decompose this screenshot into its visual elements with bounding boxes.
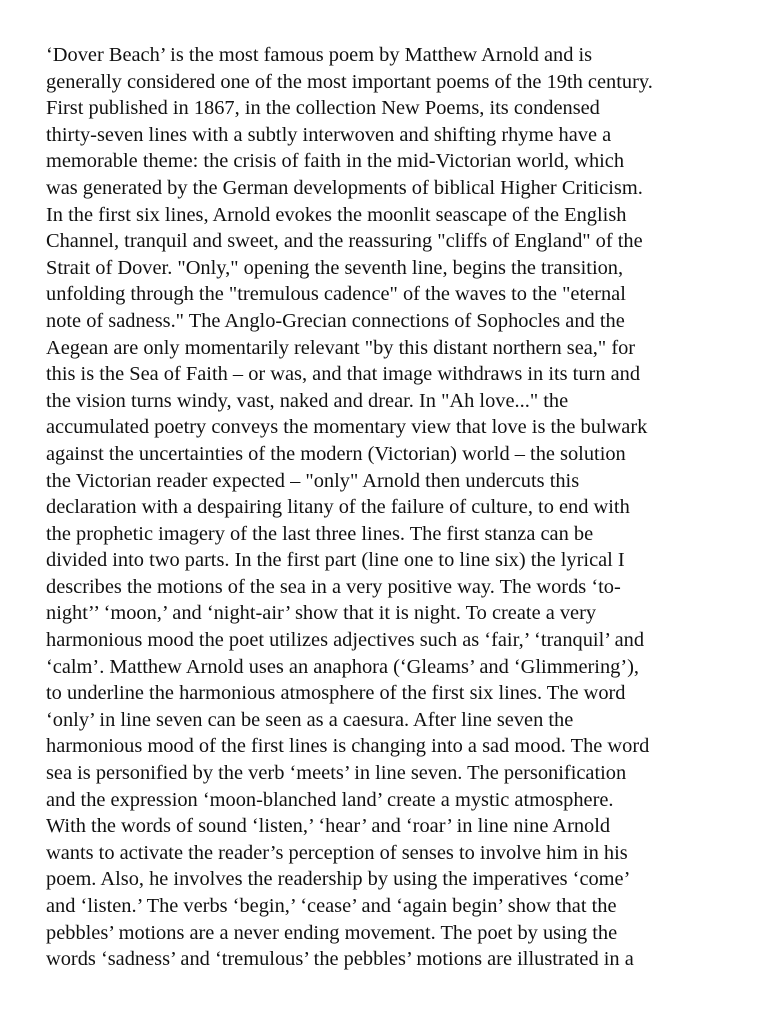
- text-line: describes the motions of the sea in a very positive way. The words ‘to-: [46, 575, 621, 598]
- text-line: night’’ ‘moon,’ and ‘night-air’ show that it is night. To create a very: [46, 602, 597, 625]
- text-line: the prophetic imagery of the last three lines. The first stanza can be: [46, 522, 594, 545]
- text-line: words ‘sadness’ and ‘tremulous’ the pebbles’ motions are illustrated in a: [46, 948, 634, 971]
- text-line: memorable theme: the crisis of faith in the mid-Victorian world, which: [46, 150, 625, 173]
- text-line: accumulated poetry conveys the momentary view that love is the bulwark: [46, 416, 648, 439]
- text-line: poem. Also, he involves the readership by using the imperatives ‘come’: [46, 868, 631, 891]
- text-line: wants to activate the reader’s perception of senses to involve him in his: [46, 841, 628, 864]
- text-line: and the expression ‘moon-blanched land’ create a mystic atmosphere.: [46, 788, 614, 811]
- text-line: With the words of sound ‘listen,’ ‘hear’ and ‘roar’ in line nine Arnold: [46, 815, 611, 838]
- text-line: divided into two parts. In the first part (line one to line six) the lyrical I: [46, 549, 625, 572]
- text-line: harmonious mood of the first lines is changing into a sad mood. The word: [46, 735, 650, 758]
- text-line: pebbles’ motions are a never ending movement. The poet by using the: [46, 921, 618, 944]
- text-line: Channel, tranquil and sweet, and the reassuring "cliffs of England" of the: [46, 230, 643, 253]
- text-line: the vision turns windy, vast, naked and drear. In "Ah love..." the: [46, 389, 569, 412]
- text-line: ‘only’ in line seven can be seen as a caesura. After line seven the: [46, 708, 574, 731]
- text-line: to underline the harmonious atmosphere of the first six lines. The word: [46, 682, 626, 705]
- text-line: unfolding through the "tremulous cadence" of the waves to the "eternal: [46, 283, 626, 306]
- text-line: note of sadness." The Anglo-Grecian connections of Sophocles and the: [46, 309, 625, 332]
- text-line: thirty-seven lines with a subtly interwoven and shifting rhyme have a: [46, 123, 612, 146]
- text-line: First published in 1867, in the collection New Poems, its condensed: [46, 97, 600, 120]
- text-line: and ‘listen.’ The verbs ‘begin,’ ‘cease’ and ‘again begin’ show that the: [46, 895, 617, 917]
- text-line: Strait of Dover. "Only," opening the seventh line, begins the transition,: [46, 256, 624, 279]
- text-line: In the first six lines, Arnold evokes the moonlit seascape of the English: [46, 203, 627, 226]
- text-line: ‘calm’. Matthew Arnold uses an anaphora (‘Gleams’ and ‘Glimmering’),: [46, 655, 640, 678]
- text-line: Aegean are only momentarily relevant "by this distant northern sea," for: [46, 336, 636, 359]
- text-line: generally considered one of the most important poems of the 19th century.: [46, 70, 653, 93]
- text-line: harmonious mood the poet utilizes adjectives such as ‘fair,’ ‘tranquil’ and: [46, 629, 645, 652]
- text-line: ‘Dover Beach’ is the most famous poem by Matthew Arnold and is: [46, 44, 593, 66]
- text-line: against the uncertainties of the modern (Victorian) world – the solution: [46, 442, 626, 465]
- text-line: the Victorian reader expected – "only" Arnold then undercuts this: [46, 469, 580, 492]
- text-line: was generated by the German developments of biblical Higher Criticism.: [46, 176, 643, 199]
- essay-text: [46, 42, 736, 973]
- text-line: declaration with a despairing litany of the failure of culture, to end with: [46, 496, 630, 519]
- text-line: this is the Sea of Faith – or was, and that image withdraws in its turn and: [46, 363, 641, 386]
- text-line: sea is personified by the verb ‘meets’ in line seven. The personification: [46, 762, 627, 785]
